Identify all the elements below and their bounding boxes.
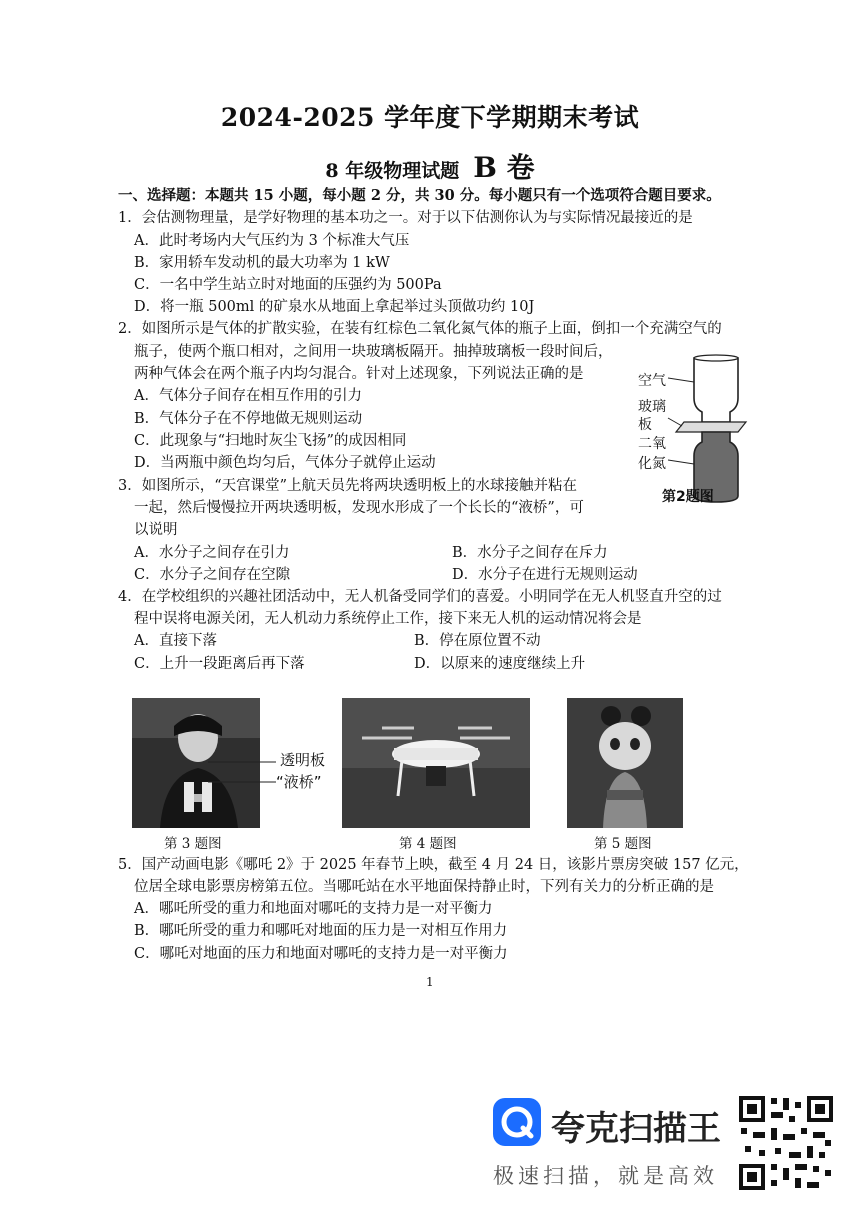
q2-stem-line2: 瓶子，使两个瓶口相对，之间用一块玻璃板隔开。抽掉玻璃板一段时间后， — [134, 344, 613, 360]
exam-subtitle — [0, 146, 860, 186]
q4-option-c: C．上升一段距离后再下落 — [134, 656, 305, 672]
q1-option-c: C．一名中学生站立时对地面的压强约为 500Pa — [134, 277, 442, 293]
q5-option-c: C．哪吒对地面的压力和地面对哪吒的支持力是一对平衡力 — [134, 946, 508, 962]
q1-option-d: D．将一瓶 500ml 的矿泉水从地面上拿起举过头顶做功约 10J — [134, 299, 535, 315]
section-heading: 一、选择题：本题共 15 小题，每小题 2 分，共 30 分。每小题只有一个选项符合题目要求。 — [118, 187, 721, 204]
q3-option-c: C．水分子之间存在空隙 — [134, 567, 291, 583]
quark-logo-icon — [493, 1098, 541, 1146]
nezha-illustration — [567, 698, 683, 828]
q4-drone-photo — [342, 698, 530, 828]
q2-fig-no2-label-line2: 化氮 — [638, 456, 666, 472]
q4-stem-line2: 程中误将电源关闭，无人机动力系统停止工作，接下来无人机的运动情况将会是 — [134, 611, 642, 627]
q3-plate-label: 透明板 — [280, 751, 326, 769]
q3-stem-line2: 一起，然后慢慢拉开两块透明板，发现水形成了一个长长的“液桥”，可 — [134, 500, 584, 516]
q2-fig-no2-label-line1: 二氧 — [638, 436, 666, 452]
q2-fig-glass-label — [638, 398, 666, 434]
grade-subject: 8 年级物理试题 — [325, 160, 460, 182]
q2-stem-line1: 2．如图所示是气体的扩散实验，在装有红棕色二氧化氮气体的瓶子上面，倒扣一个充满空气的 — [118, 321, 722, 337]
q1-option-b: B．家用轿车发动机的最大功率为 1 kW — [134, 255, 390, 271]
q2-fig-glass-label-line2: 板 — [638, 417, 652, 433]
q2-fig-no2-label — [638, 434, 666, 474]
fig4-caption: 第 4 题图 — [399, 836, 457, 852]
q3-option-b: B．水分子之间存在斥力 — [452, 545, 608, 561]
watermark-brand: 夸克扫描王 — [551, 1109, 721, 1149]
q3-stem-line3: 以说明 — [134, 522, 178, 538]
q3-callout-lines — [200, 752, 280, 792]
q3-liquid-bridge-label: “液桥” — [276, 773, 322, 791]
q2-fig-air-label: 空气 — [638, 373, 666, 389]
q2-figure-caption: 第2题图 — [662, 489, 714, 505]
qr-code[interactable] — [737, 1094, 835, 1192]
qr-code-pattern — [737, 1094, 835, 1192]
page-number: 1 — [426, 975, 434, 989]
q3-option-d: D．水分子在进行无规则运动 — [452, 567, 638, 583]
paper-version: B 卷 — [473, 151, 535, 184]
q1-option-a: A．此时考场内大气压约为 3 个标准大气压 — [134, 233, 410, 249]
q3-stem-line1: 3．如图所示，“天宫课堂”上航天员先将两块透明板上的水球接触并粘在 — [118, 478, 578, 494]
watermark-slogan: 极速扫描，就是高效 — [493, 1164, 718, 1188]
q1-stem: 1．会估测物理量，是学好物理的基本功之一。对于以下估测你认为与实际情况最接近的是 — [118, 210, 693, 226]
q5-stem-line2: 位居全球电影票房榜第五位。当哪吒站在水平地面保持静止时，下列有关力的分析正确的是 — [134, 879, 714, 895]
q2-fig-glass-label-line1: 玻璃 — [638, 399, 666, 415]
q5-option-b: B．哪吒所受的重力和哪吒对地面的压力是一对相互作用力 — [134, 923, 508, 939]
q2-option-c: C．此现象与“扫地时灰尘飞扬”的成因相同 — [134, 433, 407, 449]
q4-option-a: A．直接下落 — [134, 633, 217, 649]
q2-option-d: D．当两瓶中颜色均匀后，气体分子就停止运动 — [134, 455, 436, 471]
q5-nezha-photo — [567, 698, 683, 828]
q2-option-b: B．气体分子在不停地做无规则运动 — [134, 411, 363, 427]
q2-option-a: A．气体分子间存在相互作用的引力 — [134, 388, 362, 404]
exam-title: 2024-2025 学年度下学期期末考试 — [220, 103, 640, 132]
q5-option-a: A．哪吒所受的重力和地面对哪吒的支持力是一对平衡力 — [134, 901, 493, 917]
quark-logo-svg — [493, 1098, 541, 1146]
q3-option-a: A．水分子之间存在引力 — [134, 545, 290, 561]
q5-stem-line1: 5．国产动画电影《哪吒 2》于 2025 年春节上映，截至 4 月 24 日，该影片票房突破 157 亿元， — [118, 857, 749, 873]
drone-illustration — [342, 698, 530, 828]
q4-option-b: B．停在原位置不动 — [414, 633, 541, 649]
q4-stem-line1: 4．在学校组织的兴趣社团活动中，无人机备受同学们的喜爱。小明同学在无人机竖直升空的过 — [118, 589, 722, 605]
fig5-caption: 第 5 题图 — [594, 836, 652, 852]
fig3-caption: 第 3 题图 — [164, 836, 222, 852]
q2-stem-line3: 两种气体会在两个瓶子内均匀混合。针对上述现象，下列说法正确的是 — [134, 366, 584, 382]
q4-option-d: D．以原来的速度继续上升 — [414, 656, 586, 672]
